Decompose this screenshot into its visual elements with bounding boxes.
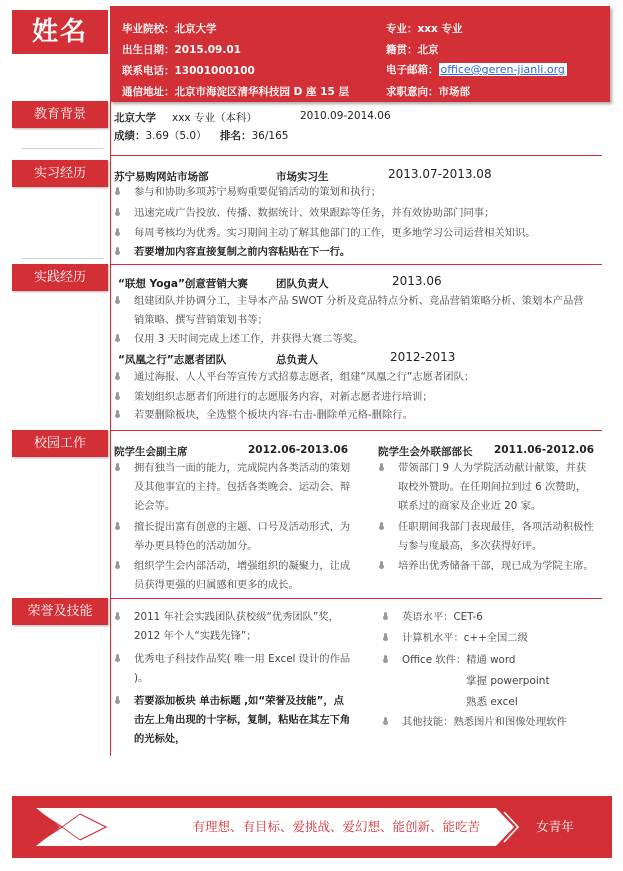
edu-school: 北京大学 — [114, 112, 156, 124]
list-item: 若要添加板块 单击标题 ,如“荣誉及技能”，点击左上角出现的十字标，复制，粘贴在其左下角的光标处， — [114, 692, 354, 749]
intern-period: 2013.07-2013.08 — [388, 167, 492, 181]
section-tab-campus: 校园工作 — [12, 430, 108, 457]
bullet-icon — [114, 372, 121, 381]
school-field: 毕业院校：北京大学 — [122, 23, 217, 35]
bullet-icon — [114, 228, 121, 237]
practice2-period: 2012-2013 — [390, 350, 456, 364]
edu-period: 2010.09-2014.06 — [300, 110, 391, 122]
phone-field: 联系电话：13001000100 — [122, 65, 255, 77]
office-skill-2: 掌握 powerpoint — [466, 675, 550, 687]
campus-right-title: 院学生会外联部部长 — [378, 446, 473, 458]
bullet-icon — [114, 410, 121, 419]
section-divider — [110, 264, 602, 265]
list-item: 其他技能：熟悉图片和图像处理软件 — [382, 713, 598, 732]
bullet-icon — [378, 522, 385, 531]
practice1-name: “联想 Yoga”创意营销大赛 — [118, 278, 248, 290]
section-divider — [110, 598, 602, 599]
list-item: 任职期间我部门表现最佳，各项活动积极性与参与度最高，多次获得好评。 — [378, 518, 594, 556]
campus-left-title: 院学生会副主席 — [114, 446, 188, 458]
list-item: 优秀电子科技作品奖( 唯一用 Excel 设计的作品 )。 — [114, 650, 354, 688]
list-item: 参与和协助多项苏宁易购重要促销活动的策划和执行； — [114, 183, 604, 202]
intern-company: 苏宁易购网站市场部 — [114, 171, 209, 183]
bullet-icon — [114, 522, 121, 531]
practice1-role: 团队负责人 — [276, 278, 329, 290]
list-item: 迅速完成广告投放、传播、数据统计、效果跟踪等任务，并有效协助部门同事； — [114, 204, 604, 223]
bullet-icon — [382, 717, 389, 726]
list-item: 每周考核均为优秀。实习期间主动了解其他部门的工作，更多地学习公司运营相关知识。 — [114, 224, 604, 243]
section-divider — [110, 155, 602, 156]
bullet-icon — [114, 392, 121, 401]
list-item: 培养出优秀储备干部，现已成为学院主席。 — [378, 557, 594, 576]
name-title: 姓名 — [12, 10, 108, 54]
footer-slogan: 有理想、有目标、爱挑战、爱幻想、能创新、能吃苦 — [192, 819, 480, 834]
origin-field: 籍贯：北京 — [386, 44, 439, 56]
practice2-name: “凤凰之行”志愿者团队 — [118, 354, 227, 366]
list-item: 通过海报、人人平台等宣传方式招募志愿者，组建“凤凰之行”志愿者团队； — [114, 368, 604, 387]
edu-rank: 排名：36/165 — [220, 130, 289, 142]
campus-left-period: 2012.06-2013.06 — [248, 444, 349, 456]
intent-field: 求职意向：市场部 — [386, 86, 470, 98]
practice2-role: 总负责人 — [276, 354, 318, 366]
list-item: 若要增加内容直接复制之前内容粘贴在下一行。 — [114, 243, 604, 262]
list-item: 英语水平：CET-6 — [382, 608, 598, 627]
bullet-icon — [114, 208, 121, 217]
tab-separator — [22, 148, 104, 149]
header-info-panel — [110, 6, 610, 102]
list-item: 擅长提出富有创意的主题、口号及活动形式，为举办更具特色的活动加分。 — [114, 518, 354, 556]
edu-score: 成绩：3.69（5.0） — [114, 130, 207, 142]
section-divider — [110, 430, 602, 431]
bullet-icon — [114, 463, 121, 472]
bullet-icon — [114, 561, 121, 570]
list-item: Office 软件：精通 word — [382, 651, 598, 670]
bullet-icon — [114, 654, 121, 663]
section-tab-honors: 荣誉及技能 — [12, 598, 108, 625]
list-item: 销策略、撰写营销策划书等； — [134, 314, 268, 326]
left-divider-line — [110, 100, 111, 756]
list-item: 仅用 3 天时间完成上述工作，并获得大赛二等奖。 — [114, 330, 604, 349]
bullet-icon — [114, 187, 121, 196]
list-item: 若要删除板块，全选整个板块内容-右击-删除单元格-删除行。 — [114, 406, 604, 425]
major-field: 专业：xxx 专业 — [386, 23, 463, 35]
office-skill-3: 熟悉 excel — [466, 696, 518, 708]
intern-role: 市场实习生 — [276, 171, 329, 183]
list-item: 计算机水平：c++全国二级 — [382, 629, 598, 648]
footer-tag: 女青年 — [536, 819, 574, 834]
section-tab-practice: 实践经历 — [12, 264, 108, 291]
bullet-icon — [382, 633, 389, 642]
bullet-icon — [114, 296, 121, 305]
edu-major: xxx 专业（本科） — [172, 112, 257, 124]
bullet-icon — [382, 612, 389, 621]
list-item: 带领部门 9 人为学院活动献计献策，并获取校外赞助。在任期间拉到过 6 次赞助，联系过的商家及企业近 20 家。 — [378, 459, 594, 516]
bullet-icon — [114, 696, 121, 705]
email-field: 电子邮箱： office@geren-jianli.org — [386, 63, 565, 76]
bullet-icon — [378, 561, 385, 570]
section-tab-education: 教育背景 — [12, 101, 108, 128]
tab-separator — [22, 258, 104, 259]
bullet-icon — [382, 655, 389, 664]
list-item: 组织学生会内部活动，增强组织的凝聚力，让成员获得更强的归属感和更多的成长。 — [114, 557, 354, 595]
bullet-icon — [114, 612, 121, 621]
campus-right-period: 2011.06-2012.06 — [494, 444, 595, 456]
bullet-icon — [114, 247, 121, 256]
list-item: 策划组织志愿者们所进行的志愿服务内容，对新志愿者进行培训； — [114, 388, 604, 407]
birth-field: 出生日期：2015.09.01 — [122, 44, 241, 56]
list-item: 组建团队并协调分工，主导本产品 SWOT 分析及竞品特点分析、竞品营销策略分析、策划本产品营 — [114, 292, 604, 311]
practice1-period: 2013.06 — [392, 274, 442, 288]
email-link[interactable]: office@geren-jianli.org — [440, 63, 565, 76]
bullet-icon — [378, 463, 385, 472]
list-item: 拥有独当一面的能力，完成院内各类活动的策划及其他事宜的主持。包括各类晚会、运动会、辩论会等。 — [114, 459, 354, 516]
bullet-icon — [114, 334, 121, 343]
section-tab-internship: 实习经历 — [12, 160, 108, 187]
list-item: 2011 年社会实践团队获校级“优秀团队”奖，2012 年个人“实践先锋”； — [114, 608, 354, 646]
address-field: 通信地址：北京市海淀区清华科技园 D 座 15 层 — [122, 86, 349, 98]
